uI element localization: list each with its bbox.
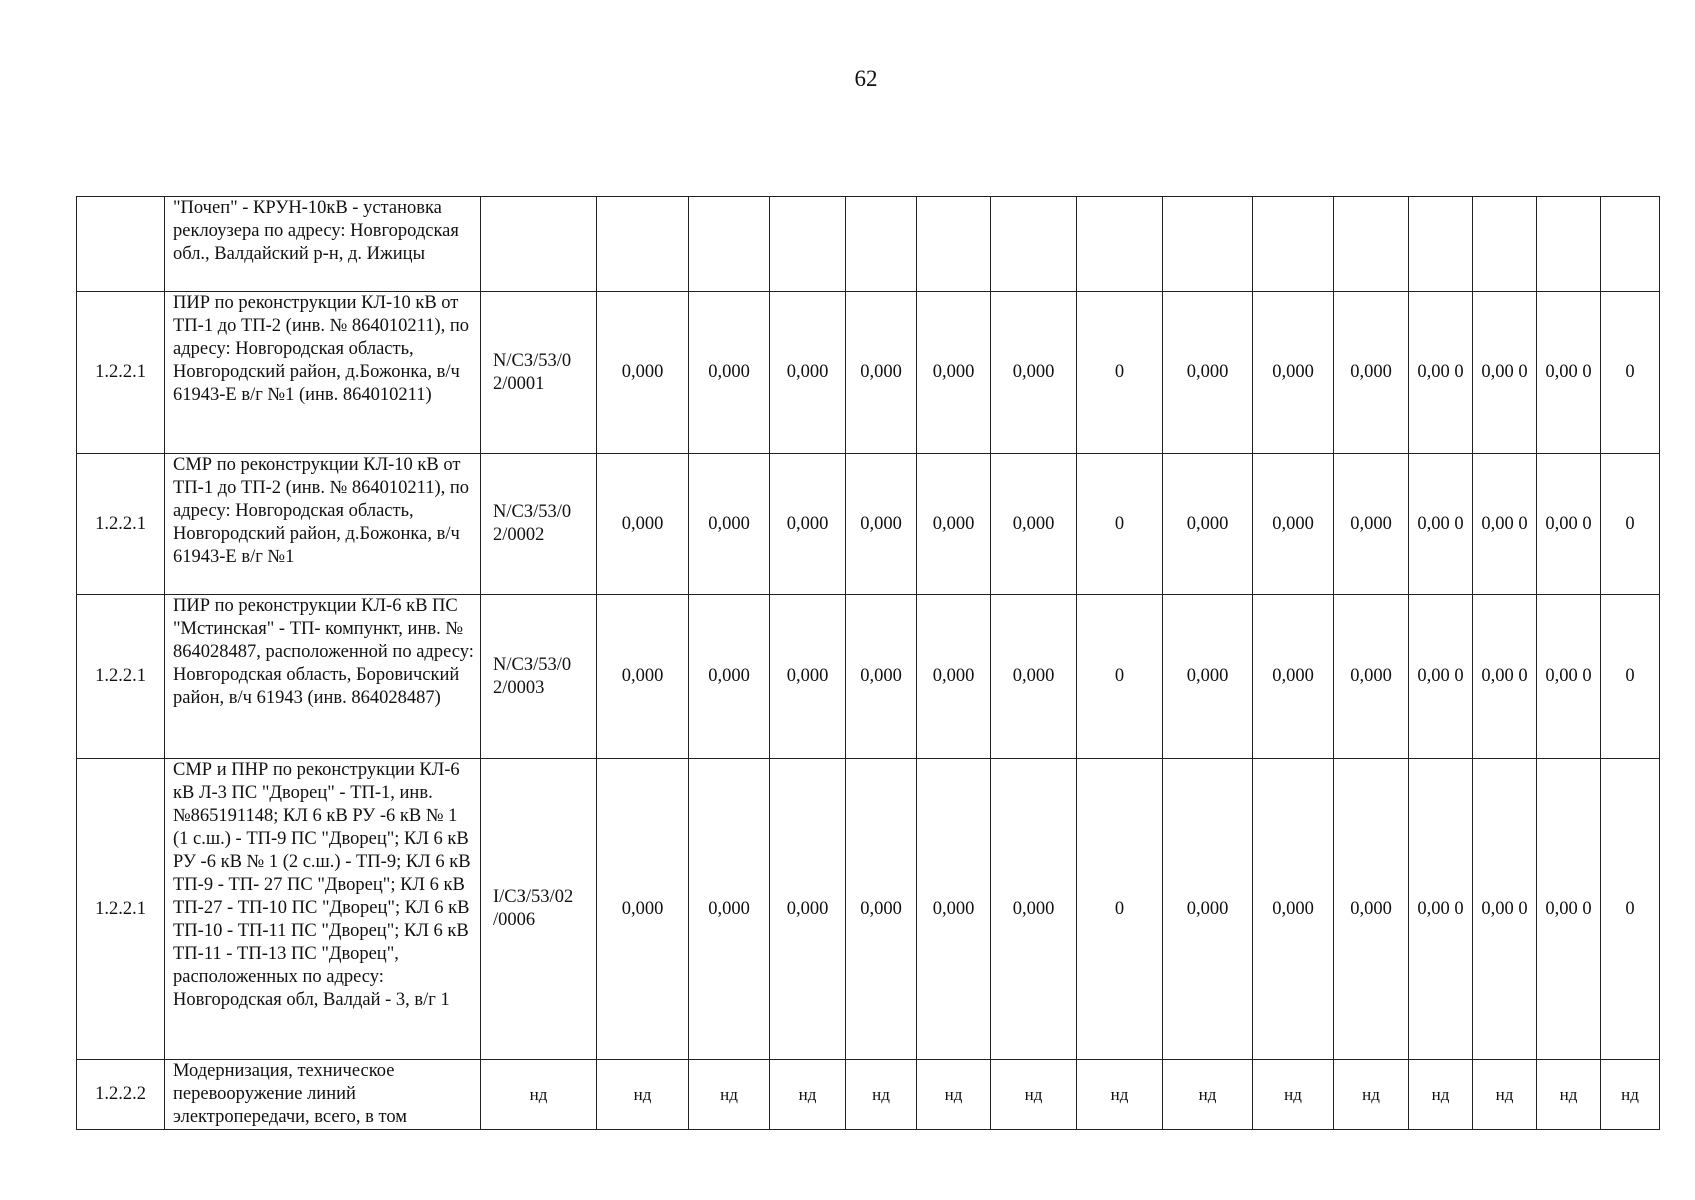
value-cell: нд [1163, 1060, 1253, 1130]
value-cell: нд [1253, 1060, 1334, 1130]
value-cell: 0,00 0 [1409, 759, 1473, 1060]
value-cell: 0 [1077, 454, 1163, 595]
value-cell: 0 [1077, 759, 1163, 1060]
value-cell: 0,000 [770, 454, 846, 595]
value-cell: 0,000 [1163, 759, 1253, 1060]
description-cell: Модернизация, техническое перевооружение линий электропередачи, всего, в том [165, 1060, 481, 1130]
value-cell: 0,000 [1334, 292, 1409, 454]
value-cell: 0,00 0 [1537, 595, 1601, 759]
value-cell [991, 197, 1077, 292]
table-row [77, 595, 1660, 759]
value-cell [1473, 197, 1537, 292]
value-cell: 0 [1077, 292, 1163, 454]
value-cell: нд [917, 1060, 991, 1130]
value-cell: 0 [1601, 454, 1660, 595]
row-number-cell: 1.2.2.1 [77, 595, 165, 759]
value-cell: нд [1334, 1060, 1409, 1130]
value-cell: 0,000 [1334, 759, 1409, 1060]
table-row [77, 759, 1660, 1060]
value-cell [1253, 197, 1334, 292]
identifier-code-cell [481, 197, 597, 292]
value-cell [770, 197, 846, 292]
table-row [77, 292, 1660, 454]
value-cell [1601, 197, 1660, 292]
value-cell: 0 [1601, 292, 1660, 454]
value-cell: 0,000 [689, 595, 770, 759]
value-cell: нд [846, 1060, 917, 1130]
value-cell [1334, 197, 1409, 292]
value-cell [1409, 197, 1473, 292]
description-cell: ПИР по реконструкции КЛ-6 кВ ПС "Мстинская" - ТП- компункт, инв. № 864028487, расположенной по адресу: Новгородская область, Боровичский район, в/ч 61943 (инв. 864028487) [165, 595, 481, 759]
value-cell: 0,000 [1334, 454, 1409, 595]
identifier-code-cell: I/СЗ/53/02 /0006 [481, 759, 597, 1060]
value-cell: нд [1601, 1060, 1660, 1130]
value-cell: нд [689, 1060, 770, 1130]
description-cell: СМР и ПНР по реконструкции КЛ-6 кВ Л-3 ПС "Дворец" - ТП-1, инв. №865191148; КЛ 6 кВ РУ -6 кВ № 1 (1 с.ш.) - ТП-9 ПС "Дворец"; КЛ 6 кВ РУ -6 кВ № 1 (2 с.ш.) - ТП-9; КЛ 6 кВ ТП-9 - ТП- 27 ПС "Дворец"; КЛ 6 кВ ТП-27 - ТП-10 ПС "Дворец"; КЛ 6 кВ ТП-10 - ТП-11 ПС "Дворец"; КЛ 6 кВ ТП-11 - ТП-13 ПС "Дворец", расположенных по адресу: Новгородская обл, Валдай - 3, в/г 1 [165, 759, 481, 1060]
value-cell: 0,000 [1163, 292, 1253, 454]
value-cell: 0,000 [991, 759, 1077, 1060]
value-cell: 0,000 [1253, 595, 1334, 759]
table-row [77, 454, 1660, 595]
description-cell: ПИР по реконструкции КЛ-10 кВ от ТП-1 до ТП-2 (инв. № 864010211), по адресу: Новгородская область, Новгородский район, д.Божонка, в/ч 61943-Е в/г №1 (инв. 864010211) [165, 292, 481, 454]
value-cell: 0,000 [689, 292, 770, 454]
value-cell: 0,00 0 [1409, 454, 1473, 595]
row-number-cell: 1.2.2.1 [77, 759, 165, 1060]
value-cell: 0,00 0 [1409, 292, 1473, 454]
value-cell: нд [1473, 1060, 1537, 1130]
value-cell: 0,000 [1253, 292, 1334, 454]
page-number: 62 [854, 66, 878, 91]
value-cell: нд [1409, 1060, 1473, 1130]
description-cell: "Почеп" - КРУН-10кВ - установка реклоузера по адресу: Новгородская обл., Валдайский р-н, д. Ижицы [165, 197, 481, 292]
value-cell: нд [770, 1060, 846, 1130]
value-cell: 0,000 [770, 292, 846, 454]
table-row [77, 1060, 1660, 1130]
row-number-cell [77, 197, 165, 292]
value-cell: 0,00 0 [1537, 454, 1601, 595]
description-cell: СМР по реконструкции КЛ-10 кВ от ТП-1 до ТП-2 (инв. № 864010211), по адресу: Новгородская область, Новгородский район, д.Божонка, в/ч 61943-Е в/г №1 [165, 454, 481, 595]
row-number-cell: 1.2.2.1 [77, 454, 165, 595]
value-cell: 0,00 0 [1473, 595, 1537, 759]
value-cell [1077, 197, 1163, 292]
value-cell [689, 197, 770, 292]
row-number-cell: 1.2.2.1 [77, 292, 165, 454]
value-cell: 0,00 0 [1473, 454, 1537, 595]
value-cell: 0,000 [846, 454, 917, 595]
value-cell: 0,00 0 [1473, 759, 1537, 1060]
value-cell: 0 [1077, 595, 1163, 759]
value-cell [1537, 197, 1601, 292]
value-cell: 0,00 0 [1409, 595, 1473, 759]
value-cell: 0,000 [917, 292, 991, 454]
value-cell: 0,000 [597, 292, 689, 454]
value-cell: 0,000 [917, 454, 991, 595]
value-cell: 0,000 [1253, 454, 1334, 595]
identifier-code-cell: N/СЗ/53/0 2/0002 [481, 454, 597, 595]
identifier-code-cell: N/СЗ/53/0 2/0001 [481, 292, 597, 454]
value-cell: 0,000 [991, 595, 1077, 759]
value-cell: нд [991, 1060, 1077, 1130]
value-cell: 0,000 [1334, 595, 1409, 759]
value-cell: 0 [1601, 595, 1660, 759]
value-cell: 0,000 [1163, 454, 1253, 595]
value-cell: 0,000 [597, 759, 689, 1060]
value-cell [917, 197, 991, 292]
value-cell: 0,000 [846, 292, 917, 454]
value-cell: 0,00 0 [1537, 759, 1601, 1060]
value-cell [846, 197, 917, 292]
identifier-code-cell: N/СЗ/53/0 2/0003 [481, 595, 597, 759]
value-cell: 0,000 [689, 759, 770, 1060]
value-cell: 0 [1601, 759, 1660, 1060]
value-cell: 0,000 [1253, 759, 1334, 1060]
value-cell: 0,000 [846, 595, 917, 759]
value-cell: 0,000 [846, 759, 917, 1060]
row-number-cell: 1.2.2.2 [77, 1060, 165, 1130]
value-cell: 0,000 [770, 759, 846, 1060]
value-cell [1163, 197, 1253, 292]
value-cell: 0,00 0 [1537, 292, 1601, 454]
table-row [77, 197, 1660, 292]
value-cell [597, 197, 689, 292]
value-cell: 0,000 [991, 292, 1077, 454]
value-cell: 0,000 [689, 454, 770, 595]
value-cell: 0,000 [991, 454, 1077, 595]
value-cell: нд [597, 1060, 689, 1130]
value-cell: нд [1077, 1060, 1163, 1130]
value-cell: 0,000 [597, 595, 689, 759]
data-table [76, 196, 1660, 1130]
value-cell: 0,000 [770, 595, 846, 759]
identifier-code-cell: нд [481, 1060, 597, 1130]
value-cell: 0,00 0 [1473, 292, 1537, 454]
value-cell: 0,000 [597, 454, 689, 595]
value-cell: 0,000 [917, 595, 991, 759]
value-cell: 0,000 [1163, 595, 1253, 759]
value-cell: нд [1537, 1060, 1601, 1130]
value-cell: 0,000 [917, 759, 991, 1060]
